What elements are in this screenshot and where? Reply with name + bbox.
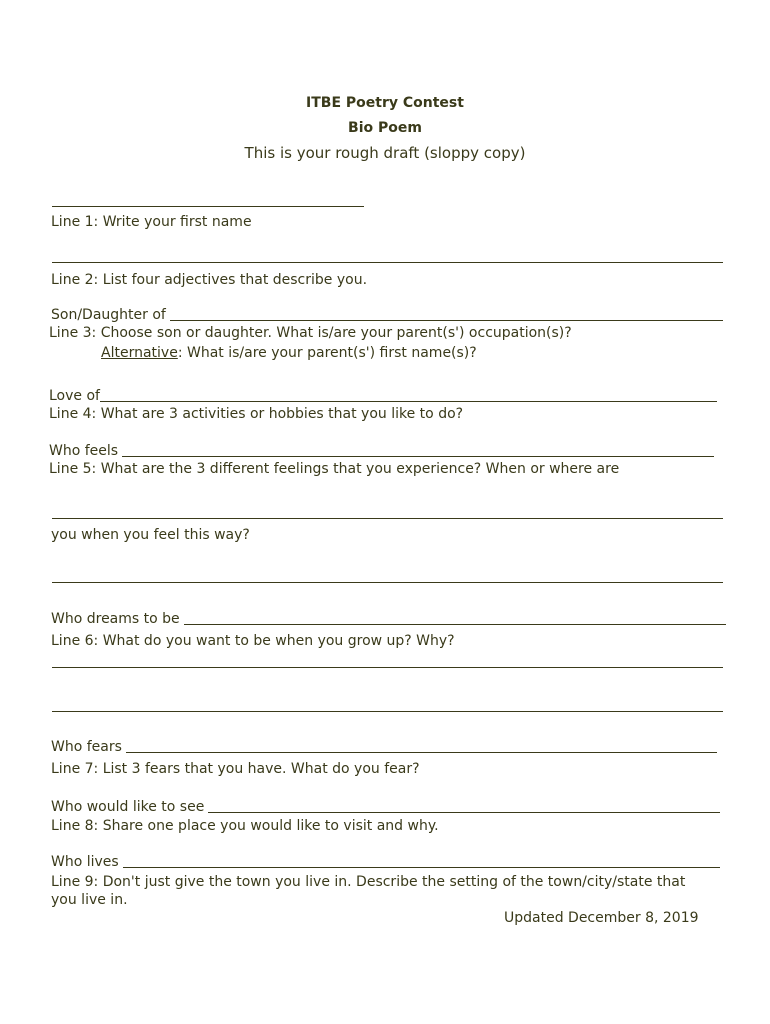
love-of-prompt: Love of [49, 388, 100, 404]
adjectives-blank[interactable] [52, 262, 723, 263]
who-dreams-prompt: Who dreams to be [51, 611, 180, 627]
form-title: ITBE Poetry Contest [306, 95, 464, 111]
line1-instruction: Line 1: Write your first name [51, 214, 252, 230]
who-fears-prompt: Who fears [51, 739, 122, 755]
who-feels-blank[interactable] [122, 456, 714, 457]
alternative-text: : What is/are your parent(s') first name(s)? [177, 345, 477, 361]
love-of-blank[interactable] [100, 401, 717, 402]
who-would-prompt: Who would like to see [51, 799, 205, 815]
line8-instruction: Line 8: Share one place you would like to visit and why. [51, 818, 439, 834]
form-subtitle: Bio Poem [348, 120, 422, 136]
who-dreams-blank[interactable] [184, 624, 726, 625]
line2-instruction: Line 2: List four adjectives that describe you. [51, 272, 368, 288]
alternative-instruction [101, 344, 477, 362]
who-dreams-row [51, 610, 726, 628]
who-feels-prompt: Who feels [49, 443, 119, 459]
feelings-blank-2[interactable] [52, 582, 723, 583]
line4-instruction: Line 4: What are 3 activities or hobbies that you like to do? [49, 406, 464, 422]
who-would-blank[interactable] [208, 812, 720, 813]
son-daughter-row [51, 306, 723, 324]
first-name-blank[interactable] [52, 206, 364, 207]
line5-continued: you when you feel this way? [51, 527, 250, 543]
who-fears-blank[interactable] [126, 752, 717, 753]
line5-instruction: Line 5: What are the 3 different feelings that you experience? When or where are [49, 461, 620, 477]
line7-instruction: Line 7: List 3 fears that you have. What do you fear? [51, 761, 420, 777]
line9-instruction: Line 9: Don't just give the town you live in. Describe the setting of the town/city/state that [51, 874, 686, 890]
who-lives-row [51, 853, 720, 871]
son-daughter-blank[interactable] [170, 320, 723, 321]
dreams-blank-1[interactable] [52, 667, 723, 668]
feelings-blank-1[interactable] [52, 518, 723, 519]
who-would-row [51, 798, 720, 816]
line3-instruction: Line 3: Choose son or daughter. What is/are your parent(s') occupation(s)? [49, 325, 572, 341]
son-daughter-prompt: Son/Daughter of [51, 307, 166, 323]
dreams-blank-2[interactable] [52, 711, 723, 712]
line9-continued: you live in. [51, 892, 128, 908]
who-lives-blank[interactable] [123, 867, 720, 868]
love-of-row [49, 387, 717, 405]
updated-date: Updated December 8, 2019 [504, 910, 699, 926]
who-feels-row [49, 442, 714, 460]
alternative-label: Alternative [101, 345, 178, 361]
who-lives-prompt: Who lives [51, 854, 119, 870]
who-fears-row [51, 738, 717, 756]
draft-instruction: This is your rough draft (sloppy copy) [244, 144, 526, 162]
line6-instruction: Line 6: What do you want to be when you grow up? Why? [51, 633, 455, 649]
